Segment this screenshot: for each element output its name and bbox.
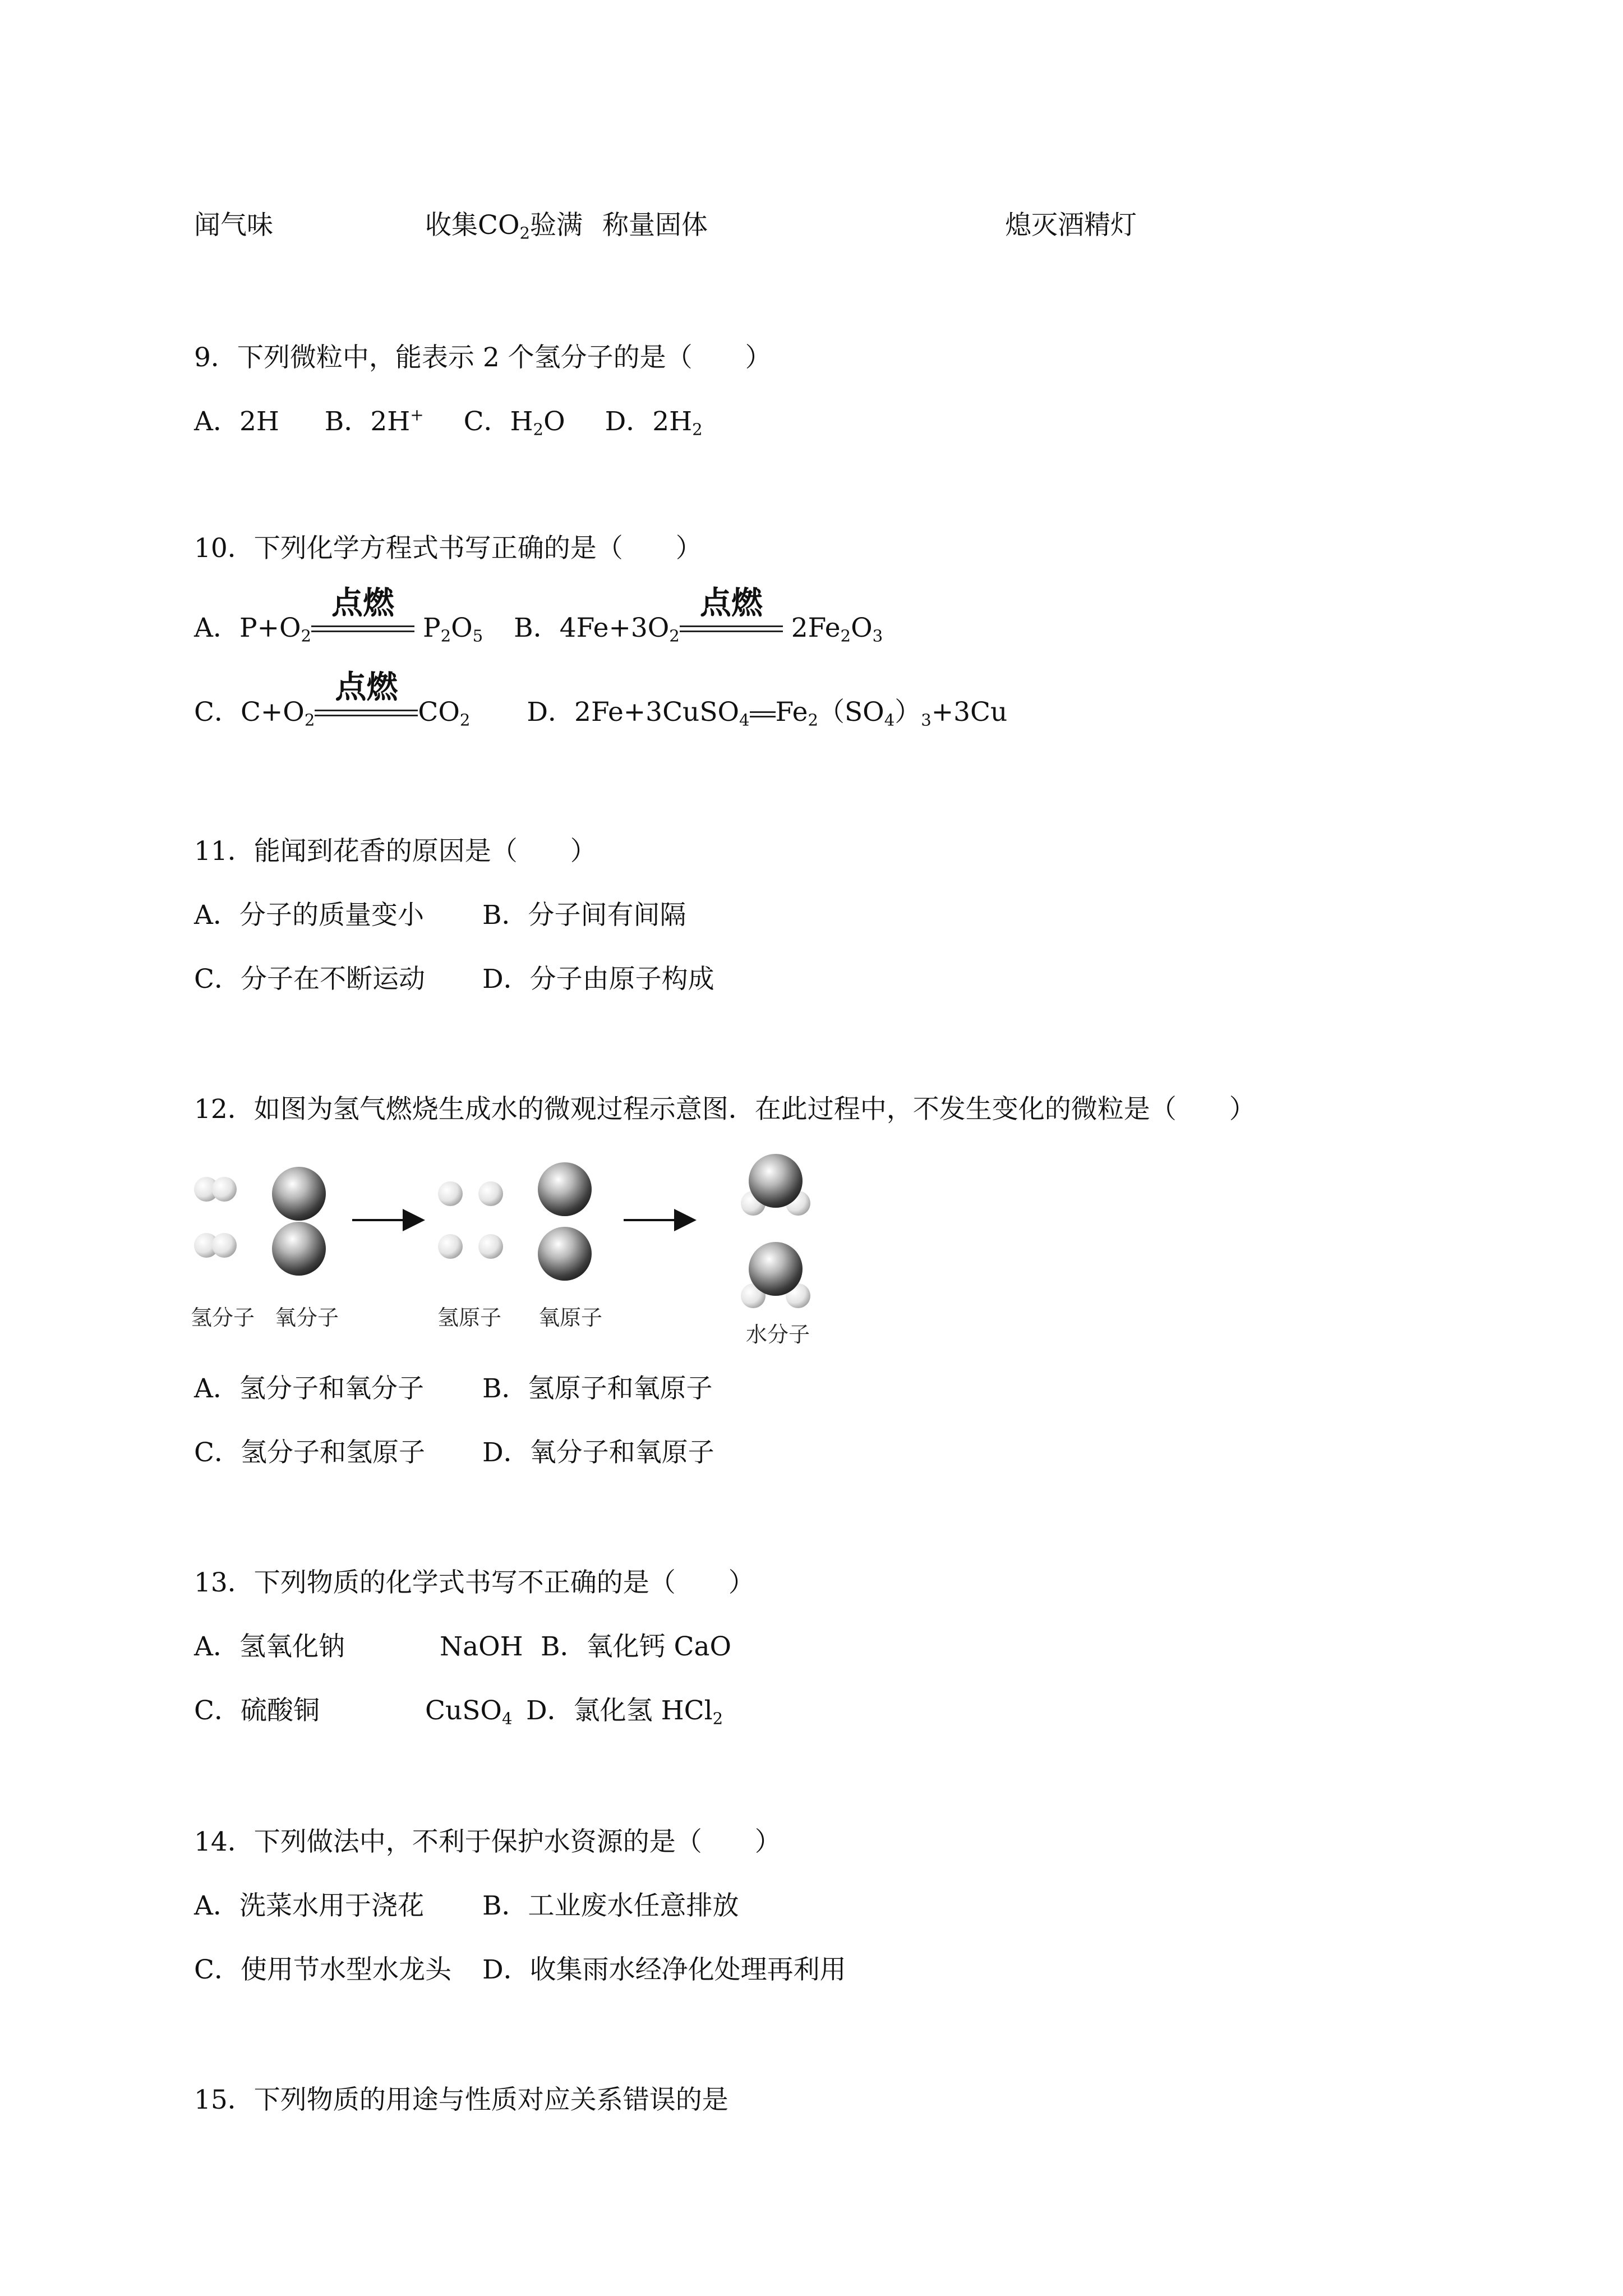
q14-stem: 14．下列做法中，不利于保护水资源的是（ ） [194,1826,781,1857]
q13-option-c[interactable]: C．硫酸铜 CuSO$_4$ [194,1695,513,1728]
caption-weigh-solid: 称量固体 [602,210,708,241]
q11-option-a[interactable]: A．分子的质量变小 [194,900,424,931]
water-molecule-icon [741,1154,810,1216]
caption-smell: 闻气味 [194,210,273,241]
q9-option-c[interactable]: C．$H_2O$ [463,406,565,439]
q9-option-a[interactable]: A．2H [194,406,279,437]
q11-option-c[interactable]: C．分子在不断运动 [194,964,425,995]
oxygen-molecule-icon [272,1167,326,1276]
q12-option-d[interactable]: D．氧分子和氧原子 [482,1437,714,1468]
q11-options-cd [194,963,714,996]
q13-option-b[interactable]: B．氧化钙 CaO [541,1631,731,1662]
q13-options-cd [194,1694,723,1728]
reaction-condition: 点燃 [680,611,783,645]
q12-stem: 12．如图为氢气燃烧生成水的微观过程示意图．在此过程中，不发生变化的微粒是（ ） [194,1094,1256,1125]
q12-option-c[interactable]: C．氢分子和氢原子 [194,1437,425,1468]
q11-stem: 11．能闻到花香的原因是（ ） [194,836,597,867]
oxygen-atom-icon [538,1162,592,1281]
q9-option-b[interactable]: B．2H+ [324,405,424,437]
label-oxygen-atom: 氧原子 [538,1305,603,1330]
q13-options-ab [194,1630,731,1664]
caption-extinguish-lamp: 熄灭酒精灯 [1005,210,1137,241]
q10-option-b[interactable]: B．$4Fe+3O_2$ 点燃 $2Fe_2O_3$ [514,585,883,646]
microscopic-process-figure [191,1150,892,1346]
q12-option-b[interactable]: B．氢原子和氧原子 [482,1373,713,1404]
q10-option-d[interactable]: D．2Fe+3CuSO$_4$ $Fe_2(SO_4)_3+3Cu$ [527,697,1008,730]
q10-option-a[interactable]: A．$P+O_2$ 点燃 $P_2O_5$ [194,585,483,646]
q13-stem: 13．下列物质的化学式书写不正确的是（ ） [194,1567,755,1598]
q14-option-b[interactable]: B．工业废水任意排放 [482,1890,739,1921]
hydrogen-atom-icon [438,1181,503,1259]
q11-option-b[interactable]: B．分子间有间隔 [482,900,686,931]
q12-option-a[interactable]: A．氢分子和氧分子 [194,1373,424,1404]
q14-option-c[interactable]: C．使用节水型水龙头 [194,1954,451,1985]
label-water-molecule: 水分子 [746,1322,810,1346]
q14-option-a[interactable]: A．洗菜水用于浇花 [194,1890,424,1921]
q12-options-ab [194,1372,713,1406]
hydrogen-molecule-icon [194,1233,237,1258]
q11-option-d[interactable]: D．分子由原子构成 [482,964,714,995]
q13-option-a[interactable]: A．氢氧化钠 NaOH [194,1631,523,1662]
hydrogen-molecule-icon [194,1177,237,1202]
q14-options-ab [194,1889,739,1923]
q9-option-d[interactable]: D．$2H_2$ [605,406,703,439]
water-molecule-icon [741,1242,810,1308]
reaction-condition: 点燃 [311,611,414,645]
q10-options-ab [194,585,883,646]
q15-stem: 15．下列物质的用途与性质对应关系错误的是 [194,2085,728,2115]
label-hydrogen-atom: 氢原子 [437,1305,502,1330]
q10-option-c[interactable]: C．$C+O_2$ 点燃 $CO_2$ [194,669,471,730]
caption-collect-co2: 收集$CO_2$验满 [425,210,583,243]
q14-options-cd [194,1953,846,1987]
q10-options-cd [194,669,1008,730]
q14-option-d[interactable]: D．收集雨水经净化处理再利用 [482,1954,846,1985]
q11-options-ab [194,899,686,932]
label-oxygen-molecule: 氧分子 [275,1305,339,1330]
q13-option-d[interactable]: D．氯化氢 HCl$_2$ [526,1695,723,1728]
q12-options-cd [194,1436,714,1470]
equals-bar [750,711,776,717]
reaction-condition: 点燃 [315,696,418,729]
q9-options [194,405,703,439]
q9-stem: 9．下列微粒中，能表示 2 个氢分子的是（ ） [194,342,772,373]
label-hydrogen-molecule: 氢分子 [191,1305,255,1330]
q10-stem: 10．下列化学方程式书写正确的是（ ） [194,533,702,564]
